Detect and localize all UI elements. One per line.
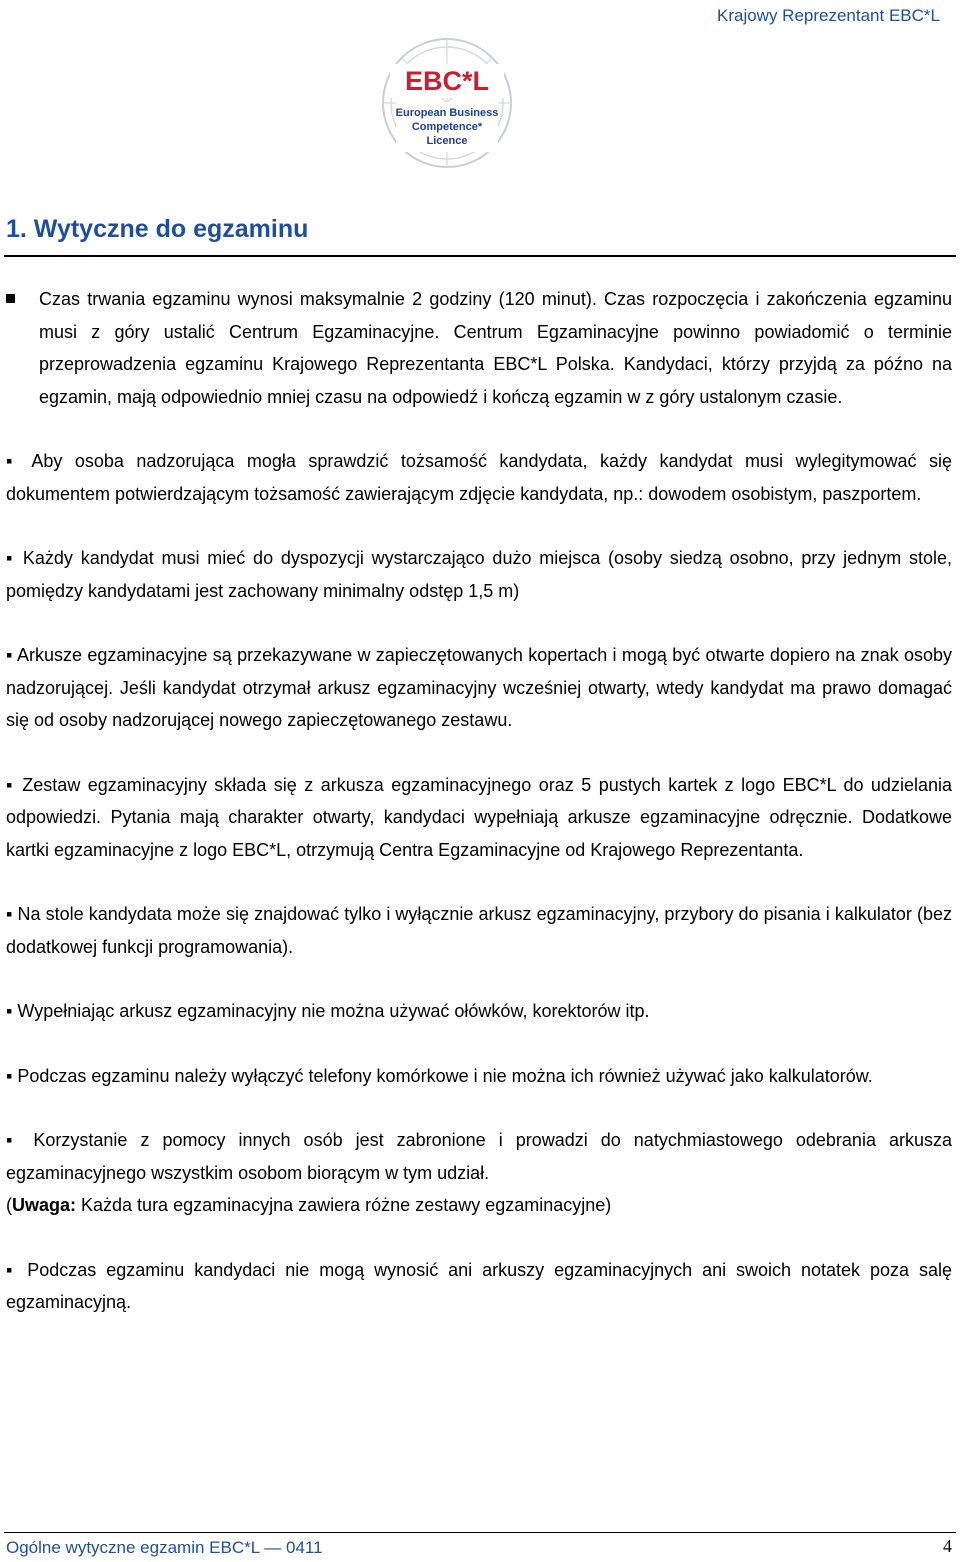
guideline-paragraph-9: ▪ Korzystanie z pomocy innych osób jest zabronione i prowadzi do natychmiastowego odebrania arkusza egzaminacyjnego wszystkim osobom biorącym w tym udział.	[6, 1130, 952, 1183]
ebcl-logo	[380, 36, 514, 170]
section-heading: 1. Wytyczne do egzaminu	[6, 215, 309, 243]
footer-doc-title: Ogólne wytyczne egzamin EBC*L — 0411	[6, 1538, 323, 1557]
note-label: Uwaga:	[12, 1195, 77, 1215]
logo-line-3: Licence	[426, 135, 468, 147]
logo-mark: EBC*L	[404, 66, 490, 96]
note-text: Każda tura egzaminacyjna zawiera różne zestawy egzaminacyjne)	[76, 1195, 612, 1215]
guideline-paragraph-10: ▪ Podczas egzaminu kandydaci nie mogą wynosić ani arkuszy egzaminacyjnych ani swoich notatek poza salę egzaminacyjną.	[6, 1259, 952, 1312]
bullet-square-icon	[6, 294, 15, 303]
logo-line-1: European Business	[395, 107, 499, 119]
guideline-paragraph-8: ▪ Podczas egzaminu należy wyłączyć telefony komórkowe i nie można ich również używać jako kalkulatorów.	[6, 1065, 873, 1086]
guideline-paragraph-7: ▪ Wypełniając arkusz egzaminacyjny nie można używać ołówków, korektorów itp.	[6, 1001, 650, 1021]
logo-line-2: Competence*	[411, 121, 483, 133]
heading-divider	[4, 255, 956, 257]
footer-divider	[4, 1532, 956, 1533]
guideline-paragraph-6: ▪ Na stole kandydata może się znajdować tylko i wyłącznie arkusz egzaminacyjny, przybory do pisania i kalkulator (bez dodatkowej funkcji programowania).	[6, 904, 952, 957]
guideline-paragraph-5: ▪ Zestaw egzaminacyjny składa się z arkusza egzaminacyjnego oraz 5 pustych kartek z logo EBC*L do udzielania odpowiedzi. Pytania mają charakter otwarty, kandydaci wypełniają arkusze egzaminacyjne odręcznie. Dodatkowe kartki egzaminacyjne z logo EBC*L, otrzymują Centra Egzaminacyjne od Krajowego Reprezentanta.	[6, 774, 952, 860]
guideline-text: Czas trwania egzaminu wynosi maksymalnie 2 godziny (120 minut). Czas rozpoczęcia i zakończenia egzaminu musi z góry ustalić Centrum Egzaminacyjne. Centrum Egzaminacyjne powinno powiadomić o terminie przeprowadzenia egzaminu Krajowego Reprezentanta EBC*L Polska. Kandydaci, którzy przyjdą za późno na egzamin, mają odpowiednio mniej czasu na odpowiedź i kończą egzamin w z góry ustalonym czasie.	[39, 289, 952, 407]
guideline-paragraph-2: ▪ Aby osoba nadzorująca mogła sprawdzić tożsamość kandydata, każdy kandydat musi wylegitymować się dokumentem potwierdzającym tożsamość zawierającym zdjęcie kandydata, np.: dowodem osobistym, paszportem.	[6, 451, 952, 504]
page-number: 4	[943, 1536, 952, 1556]
ebcl-logo-icon	[380, 36, 514, 170]
guideline-paragraph-4: ▪ Arkusze egzaminacyjne są przekazywane w zapieczętowanych kopertach i mogą być otwarte dopiero na znak osoby nadzorującej. Jeśli kandydat otrzymał arkusz egzaminacyjny wcześniej otwarty, wtedy kandydat ma prawo domagać się od osoby nadzorującej nowego zapieczętowanego zestawu.	[6, 645, 952, 730]
note-paragraph: (Uwaga: Każda tura egzaminacyjna zawiera różne zestawy egzaminacyjne)	[6, 1195, 612, 1215]
guideline-paragraph-1	[6, 283, 952, 413]
guidelines-list	[6, 283, 952, 1319]
running-header: Krajowy Reprezentant EBC*L	[716, 6, 940, 25]
guideline-paragraph-3: ▪ Każdy kandydat musi mieć do dyspozycji wystarczająco dużo miejsca (osoby siedzą osobno, przy jednym stole, pomiędzy kandydatami jest zachowany minimalny odstęp 1,5 m)	[6, 548, 952, 601]
